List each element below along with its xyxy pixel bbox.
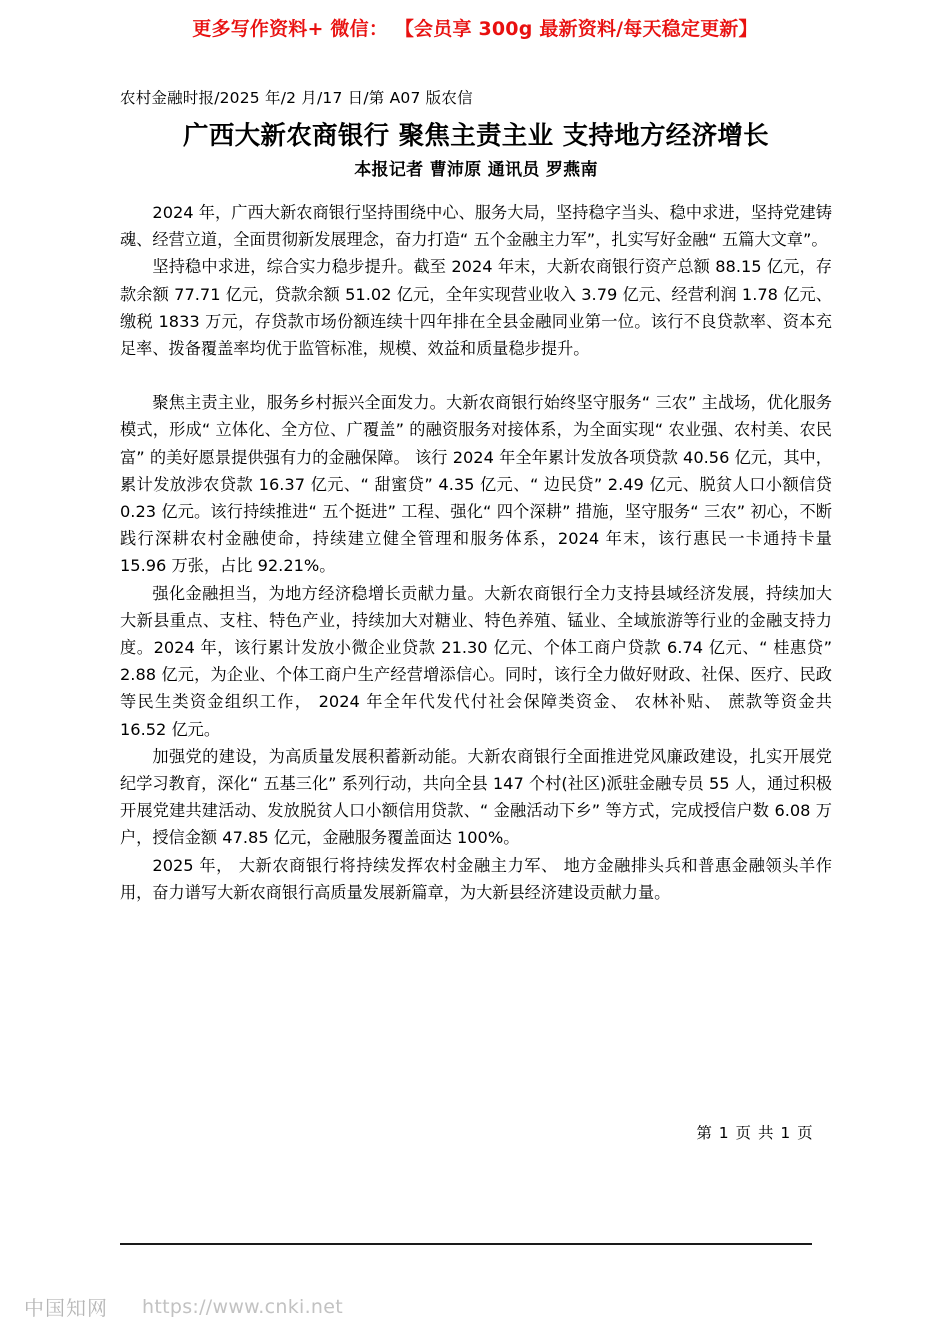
cnki-watermark (24, 1292, 343, 1321)
footer-divider (120, 1243, 812, 1245)
article-paragraph: 坚持稳中求进，综合实力稳步提升。截至 2024 年末，大新农商银行资产总额 88.15 亿元，存款余额 77.71 亿元，贷款余额 51.02 亿元，全年实现营业收入 3.79 亿元、经营利润 1.78 亿元、缴税 1833 万元，存贷款市场份额连续十四年排在全县金融同业第一位。该行不良贷款率、资本充足率、拨备覆盖率均优于监管标准，规模、效益和质量稳步提升。 (120, 257, 832, 359)
article-source-line: 农村金融时报/2025 年/2 月/17 日/第 A07 版农信 (120, 89, 473, 107)
article-paragraph: 加强党的建设，为高质量发展积蓄新动能。大新农商银行全面推进党风廉政建设，扎实开展党纪学习教育，深化“ 五基三化” 系列行动，共向全县 147 个村(社区)派驻金融专员 55 人，通过积极开展党建共建活动、发放脱贫人口小额信用贷款、“ 金融活动下乡” 等方式，完成授信户数 6.08 万户，授信金额 47.85 亿元，金融服务覆盖面达 100%。 (120, 746, 832, 848)
article-paragraph: 2024 年，广西大新农商银行坚持围绕中心、服务大局，坚持稳字当头、稳中求进，坚持党建铸魂、经营立道，全面贯彻新发展理念，奋力打造“ 五个金融主力军”，扎实写好金融“ 五篇大文章”。 (120, 203, 832, 250)
cnki-brand-label: 中国知网 (24, 1296, 108, 1320)
cnki-url-label: https://www.cnki.net (142, 1295, 344, 1318)
article-paragraph: 2025 年， 大新农商银行将持续发挥农村金融主力军、 地方金融排头兵和普惠金融领头羊作用，奋力谱写大新农商银行高质量发展新篇章，为大新县经济建设贡献力量。 (120, 855, 832, 902)
promo-banner: 更多写作资料+ 微信： 【会员享 300g 最新资料/每天稳定更新】 (192, 18, 758, 40)
article-byline: 本报记者 曹沛原 通讯员 罗燕南 (354, 160, 598, 180)
article-container (120, 86, 832, 906)
article-body (120, 199, 832, 906)
page-title: 广西大新农商银行 聚焦主责主业 支持地方经济增长 (183, 121, 769, 151)
page-number-footer: 第 1 页 共 1 页 (696, 1124, 814, 1142)
article-paragraph: 聚焦主责主业，服务乡村振兴全面发力。大新农商银行始终坚守服务“ 三农” 主战场，优化服务模式，形成“ 立体化、全方位、广覆盖” 的融资服务对接体系，为全面实现“ 农业强、农村美、农民富” 的美好愿景提供强有力的金融保障。 该行 2024 年全年累计发放各项贷款 40.56 亿元，其中，累计发放涉农贷款 16.37 亿元、“ 甜蜜贷” 4.35 亿元、“ 边民贷” 2.49 亿元、脱贫人口小额信贷 0.23 亿元。该行持续推进“ 五个挺进” 工程、强化“ 四个深耕” 措施，坚守服务“ 三农” 初心，不断践行深耕农村金融使命，持续建立健全管理和服务体系，2024 年末，该行惠民一卡通持卡量 15.96 万张，占比 92.21%。 (120, 393, 832, 576)
article-paragraph: 强化金融担当，为地方经济稳增长贡献力量。大新农商银行全力支持县域经济发展，持续加大大新县重点、支柱、特色产业，持续加大对糖业、特色养殖、锰业、全域旅游等行业的金融支持力度。2024 年，该行累计发放小微企业贷款 21.30 亿元、个体工商户贷款 6.74 亿元、“ 桂惠贷” 2.88 亿元，为企业、个体工商户生产经营增添信心。同时，该行全力做好财政、社保、医疗、民政等民生类资金组织工作， 2024 年全年代发代付社会保障类资金、 农林补贴、 蔗款等资金共 16.52 亿元。 (120, 583, 832, 739)
